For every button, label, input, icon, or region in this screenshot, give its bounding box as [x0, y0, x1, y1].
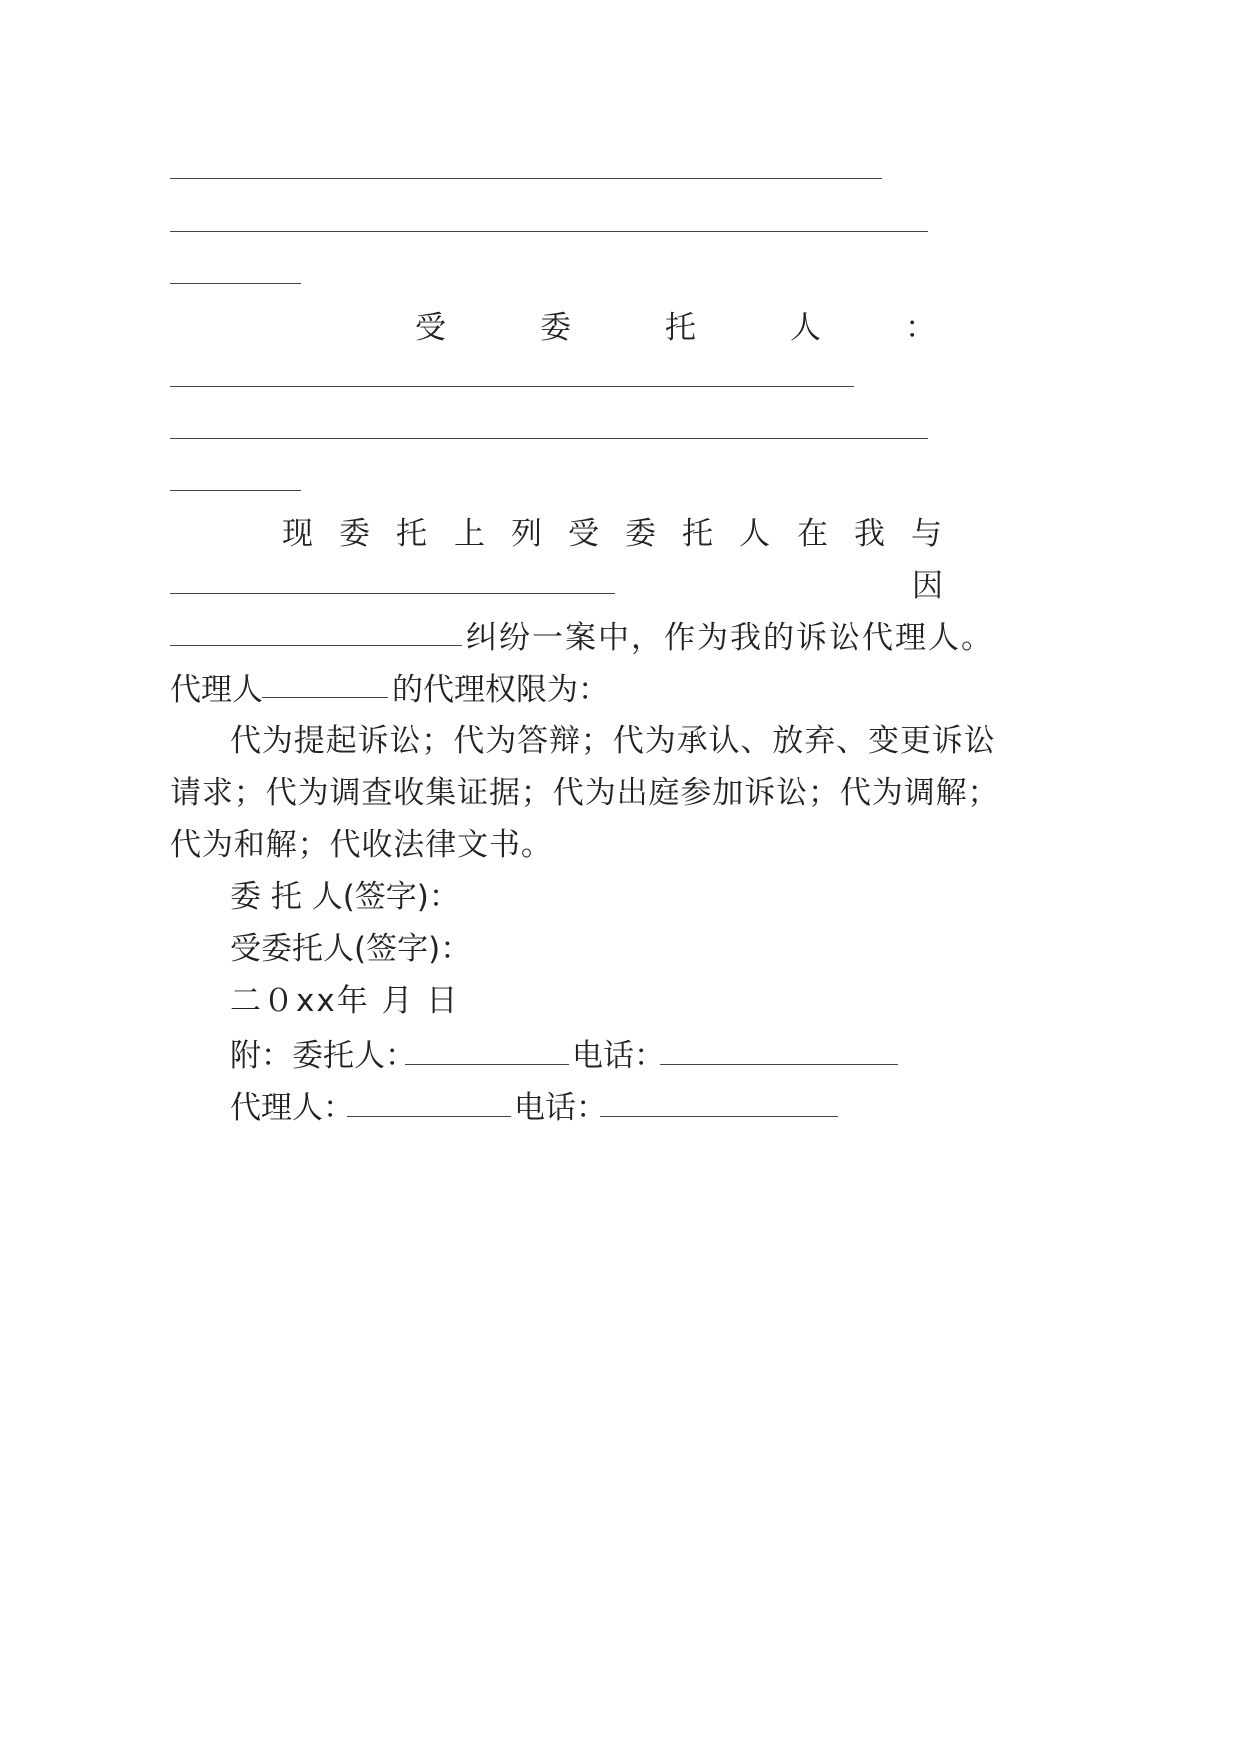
entrust-statement-char: 现 [282, 516, 313, 552]
entrust-statement-char: 我 [854, 516, 885, 552]
entrust-statement-line [282, 514, 942, 554]
agent-phone-blank [600, 1116, 838, 1117]
agent-label: 代理人： [230, 1090, 354, 1126]
principal-signature-label: 委 托 人(签字)： [230, 879, 460, 915]
entrust-statement-char: 与 [911, 516, 942, 552]
blank-line [170, 386, 854, 387]
entrust-statement-char: 托 [396, 516, 427, 552]
entrust-statement-char: 委 [625, 516, 656, 552]
attach-principal-label: 附：委托人： [230, 1038, 416, 1074]
powers-line: 请求；代为调查收集证据；代为出庭参加诉讼；代为调解； [170, 775, 1000, 811]
date-line: 二０xx年 月 日 [230, 983, 460, 1019]
trustee-label-char: 受 [415, 310, 446, 346]
trustee-signature-label: 受委托人(签字)： [230, 931, 472, 967]
blank-line [170, 490, 301, 491]
dispute-text: 纠纷一案中，作为我的诉讼代理人。 [466, 620, 994, 656]
entrust-statement-char: 在 [797, 516, 828, 552]
blank-line [170, 231, 928, 232]
principal-phone-blank [660, 1064, 898, 1065]
cause-char: 因 [912, 568, 943, 604]
phone-label: 电话： [572, 1038, 665, 1074]
phone-label: 电话： [514, 1090, 607, 1126]
entrust-statement-char: 托 [682, 516, 713, 552]
entrust-statement-char: 人 [739, 516, 770, 552]
agent-name-blank [347, 1116, 511, 1117]
blank-line [170, 178, 882, 179]
blank-line [170, 438, 928, 439]
blank-line [170, 283, 301, 284]
dispute-type-blank [170, 645, 462, 646]
trustee-label-char: 人 [790, 310, 821, 346]
trustee-label-char: 委 [540, 310, 571, 346]
agent-name-blank [262, 697, 388, 698]
powers-line: 代为和解；代收法律文书。 [170, 827, 553, 863]
entrust-statement-char: 委 [339, 516, 370, 552]
entrust-statement-char: 受 [568, 516, 599, 552]
entrust-statement-char: 列 [511, 516, 542, 552]
trustee-label-char: 托 [665, 310, 696, 346]
agent-suffix: 的代理权限为： [392, 672, 609, 708]
opposing-party-blank [170, 593, 615, 594]
principal-name-blank [405, 1064, 569, 1065]
trustee-label-colon: ： [905, 310, 936, 346]
powers-line: 代为提起诉讼；代为答辩；代为承认、放弃、变更诉讼 [230, 723, 996, 759]
entrust-statement-char: 上 [454, 516, 485, 552]
agent-prefix: 代理人 [170, 672, 263, 708]
